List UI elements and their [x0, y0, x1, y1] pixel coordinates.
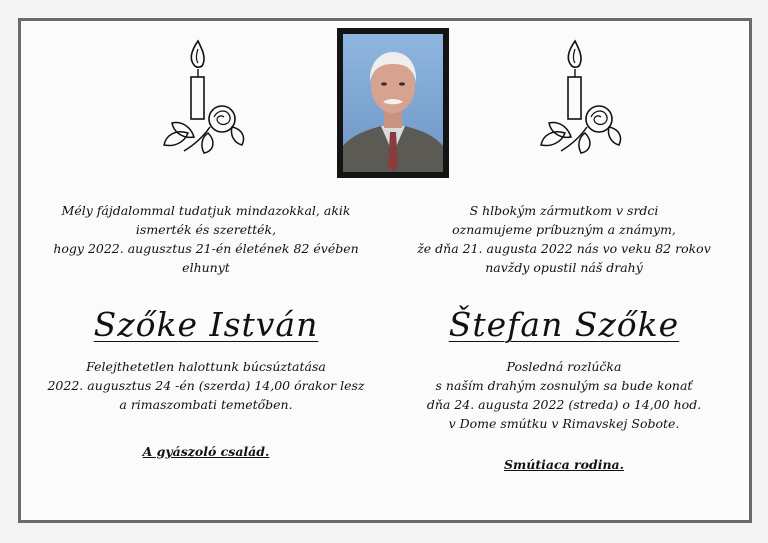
detail-line: Posledná rozlúčka	[506, 359, 622, 374]
portrait-frame	[337, 28, 449, 178]
intro-line: hogy 2022. augusztus 21-én életének 82 évében	[53, 241, 359, 256]
detail-line: a rimaszombati temetőben.	[119, 397, 293, 412]
detail-line: 2022. augusztus 24 -én (szerda) 14,00 órakor lesz	[47, 378, 365, 393]
intro-line: oznamujeme príbuzným a známym,	[452, 222, 676, 237]
slovak-column	[399, 201, 729, 472]
candle-rose-icon-right	[535, 37, 625, 155]
intro-line: elhunyt	[182, 260, 230, 275]
hungarian-funeral-details	[41, 357, 371, 414]
obituary-card	[18, 18, 752, 523]
slovak-funeral-details	[399, 357, 729, 433]
slovak-intro	[399, 201, 729, 281]
detail-line: v Dome smútku v Rimavskej Sobote.	[448, 416, 680, 431]
portrait-photo	[343, 34, 443, 172]
intro-line: že dňa 21. augusta 2022 nás vo veku 82 rokov	[417, 241, 711, 256]
hungarian-signature: A gyászoló család.	[142, 444, 270, 459]
detail-line: Felejthetetlen halottunk búcsúztatása	[86, 359, 326, 374]
slovak-signature: Smútiaca rodina.	[504, 457, 624, 472]
candle-rose-icon	[535, 37, 625, 155]
detail-line: s naším drahým zosnulým sa bude konať	[435, 378, 693, 393]
deceased-name-slovak: Štefan Szőke	[448, 305, 680, 344]
deceased-name-hungarian: Szőke István	[93, 305, 319, 344]
detail-line: dňa 24. augusta 2022 (streda) o 14,00 hod.	[426, 397, 702, 412]
hungarian-intro	[41, 201, 371, 281]
intro-line: Mély fájdalommal tudatjuk mindazokkal, akik	[61, 203, 351, 218]
intro-line: S hlbokým zármutkom v srdci	[469, 203, 659, 218]
hungarian-column	[41, 201, 371, 459]
candle-rose-icon	[158, 37, 248, 155]
intro-line: ismerték és szerették,	[135, 222, 277, 237]
candle-rose-icon-left	[158, 37, 248, 155]
intro-line: navždy opustil náš drahý	[485, 260, 643, 275]
